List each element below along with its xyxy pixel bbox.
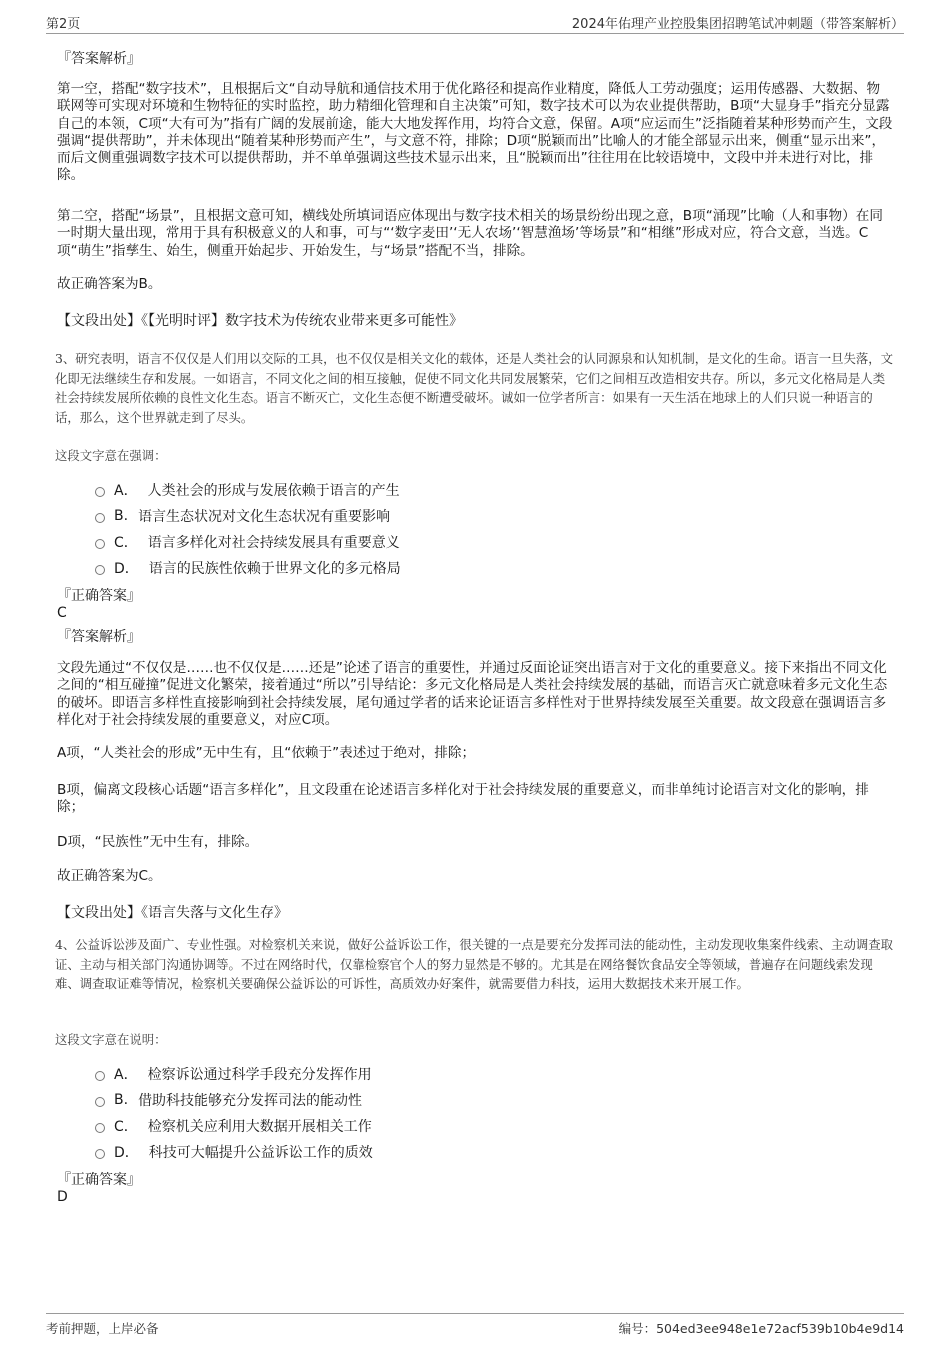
footer-slogan: 考前押题，上岸必备 xyxy=(46,1321,159,1336)
q3-analysis-para2: A项，“人类社会的形成”无中生有，且“依赖于”表述过于绝对，排除； xyxy=(57,745,476,761)
radio-icon[interactable] xyxy=(95,539,105,549)
option-text: 人类社会的形成与发展依赖于语言的产生 xyxy=(147,483,400,499)
q3-analysis-para4: D项，“民族性”无中生有，排除。 xyxy=(57,834,259,850)
q2-analysis-para2: 第二空，搭配“场景”，且根据文意可知，横线处所填词语应体现出与数字技术相关的场景纷纷出现之意，B项“涌现”比喻（人和事物）在同一时期大量出现，常用于具有积极意义的人和事，可与“‘数字麦田’‘无人农场’‘智慧渔场’等场景”和“相继”形成对应，符合文意，当选。C项“萌生”指孳生、始生，侧重开始起步、开始发生，与“场景”搭配不当，排除。 xyxy=(57,208,883,259)
q4-answer-label: 『正确答案』 xyxy=(57,1172,141,1188)
q4-option-c[interactable] xyxy=(95,1115,372,1137)
option-text: 检察机关应利用大数据开展相关工作 xyxy=(147,1119,372,1135)
q4-answer: D xyxy=(57,1189,68,1205)
q3-answer: C xyxy=(57,605,67,621)
q3-prompt: 这段文字意在强调： xyxy=(55,448,167,463)
page-header xyxy=(46,13,904,34)
option-text: 语言的民族性依赖于世界文化的多元格局 xyxy=(148,561,401,577)
radio-icon[interactable] xyxy=(95,1071,105,1081)
q4-prompt: 这段文字意在说明： xyxy=(55,1032,167,1047)
option-letter: D． xyxy=(114,561,139,577)
q3-stem: 3、研究表明，语言不仅仅是人们用以交际的工具，也不仅仅是相关文化的载体，还是人类社会的认同源泉和认知机制，是文化的生命。语言一旦失落，文化即无法继续生存和发展。一如语言，不同文化之间的相互接触，促使不同文化共同发展繁荣，它们之间相互改造相安共存。所以，多元文化格局是人类社会持续发展所依赖的良性文化生态。语言不断灭亡，文化生态便不断遭受破坏。诚如一位学者所言：如果有一天生活在地球上的人们只说一种语言的话，那么，这个世界就走到了尽头。 xyxy=(55,351,894,425)
option-letter: A． xyxy=(114,483,138,499)
radio-icon[interactable] xyxy=(95,1149,105,1159)
document-code: 编号：504ed3ee948e1e72acf539b10b4e9d14 xyxy=(618,1321,904,1336)
option-letter: A． xyxy=(114,1067,138,1083)
option-text: 语言生态状况对文化生态状况有重要影响 xyxy=(138,509,391,525)
option-letter: B. xyxy=(114,508,129,524)
option-letter: C． xyxy=(114,1119,138,1135)
option-letter: C． xyxy=(114,535,138,551)
q3-answer-label: 『正确答案』 xyxy=(57,588,141,604)
option-text: 借助科技能够充分发挥司法的能动性 xyxy=(138,1093,363,1109)
q3-option-a[interactable] xyxy=(95,479,400,501)
radio-icon[interactable] xyxy=(95,1097,105,1107)
q3-analysis-label: 『答案解析』 xyxy=(57,629,141,645)
document-title: 2024年佑理产业控股集团招聘笔试冲刺题（带答案解析） xyxy=(571,17,904,32)
q3-source: 【文段出处】《语言失落与文化生存》 xyxy=(57,905,288,921)
q3-analysis-para1: 文段先通过“不仅仅是……也不仅仅是……还是”论述了语言的重要性，并通过反面论证突出语言对于文化的重要意义。接下来指出不同文化之间的“相互碰撞”促进文化繁荣，接着通过“所以”引导结论：多元文化格局是人类社会持续发展的基础，而语言灭亡就意味着多元文化生态的破坏。即语言多样性直接影响到社会持续发展，尾句通过学者的话来论证语言多样性对于世界持续发展至关重要。故文段意在强调语言多样化对于社会持续发展的重要意义，对应C项。 xyxy=(57,660,888,728)
q2-analysis-para1: 第一空，搭配“数字技术”，且根据后文“自动导航和通信技术用于优化路径和提高作业精度，降低人工劳动强度；运用传感器、大数据、物联网等可实现对环境和生物特征的实时监控，助力精细化管理和自主决策”可知，数字技术可以为农业提供帮助，B项“大显身手”指充分显露自己的本领，C项“大有可为”指有广阔的发展前途，能大大地发挥作用，均符合文意，保留。A项“应运而生”泛指随着某种形势而产生，文段强调“提供帮助”，并未体现出“随着某种形势而产生”，与文意不符，排除；D项“脱颖而出”比喻人的才能全部显示出来，侧重“显示出来”，而后文侧重强调数字技术可以提供帮助，并不单单强调这些技术显示出来，且“脱颖而出”往往用在比较语境中，文段中并未进行对比，排除。 xyxy=(57,81,893,184)
q4-option-a[interactable] xyxy=(95,1063,372,1085)
option-text: 科技可大幅提升公益诉讼工作的质效 xyxy=(148,1145,373,1161)
q2-analysis-label: 『答案解析』 xyxy=(57,51,141,67)
page-footer xyxy=(46,1313,904,1336)
q3-conclusion: 故正确答案为C。 xyxy=(57,868,162,884)
page-number: 第2页 xyxy=(46,17,81,32)
radio-icon[interactable] xyxy=(95,513,105,523)
radio-icon[interactable] xyxy=(95,565,105,575)
radio-icon[interactable] xyxy=(95,1123,105,1133)
q3-option-b[interactable] xyxy=(95,505,390,527)
q3-option-c[interactable] xyxy=(95,531,400,553)
q3-analysis-para3: B项，偏离文段核心话题“语言多样化”，且文段重在论述语言多样化对于社会持续发展的重要意义，而非单纯讨论语言对文化的影响，排除； xyxy=(57,782,869,816)
option-text: 检察诉讼通过科学手段充分发挥作用 xyxy=(147,1067,372,1083)
q2-source: 【文段出处】《【光明时评】数字技术为传统农业带来更多可能性》 xyxy=(57,313,463,329)
option-letter: D． xyxy=(114,1145,139,1161)
q4-option-d[interactable] xyxy=(95,1141,373,1163)
option-letter: B. xyxy=(114,1092,129,1108)
radio-icon[interactable] xyxy=(95,487,105,497)
q2-conclusion: 故正确答案为B。 xyxy=(57,276,162,292)
q4-stem: 4、公益诉讼涉及面广、专业性强。对检察机关来说，做好公益诉讼工作，很关键的一点是要充分发挥司法的能动性，主动发现收集案件线索、主动调查取证、主动与相关部门沟通协调等。不过在网络时代，仅靠检察官个人的努力显然是不够的。尤其是在网络餐饮食品安全等领域，普遍存在问题线索发现难、调查取证难等情况，检察机关要确保公益诉讼的可诉性，高质效办好案件，就需要借力科技，运用大数据技术来开展工作。 xyxy=(55,937,894,992)
q4-option-b[interactable] xyxy=(95,1089,362,1111)
q3-option-d[interactable] xyxy=(95,557,401,579)
option-text: 语言多样化对社会持续发展具有重要意义 xyxy=(147,535,400,551)
